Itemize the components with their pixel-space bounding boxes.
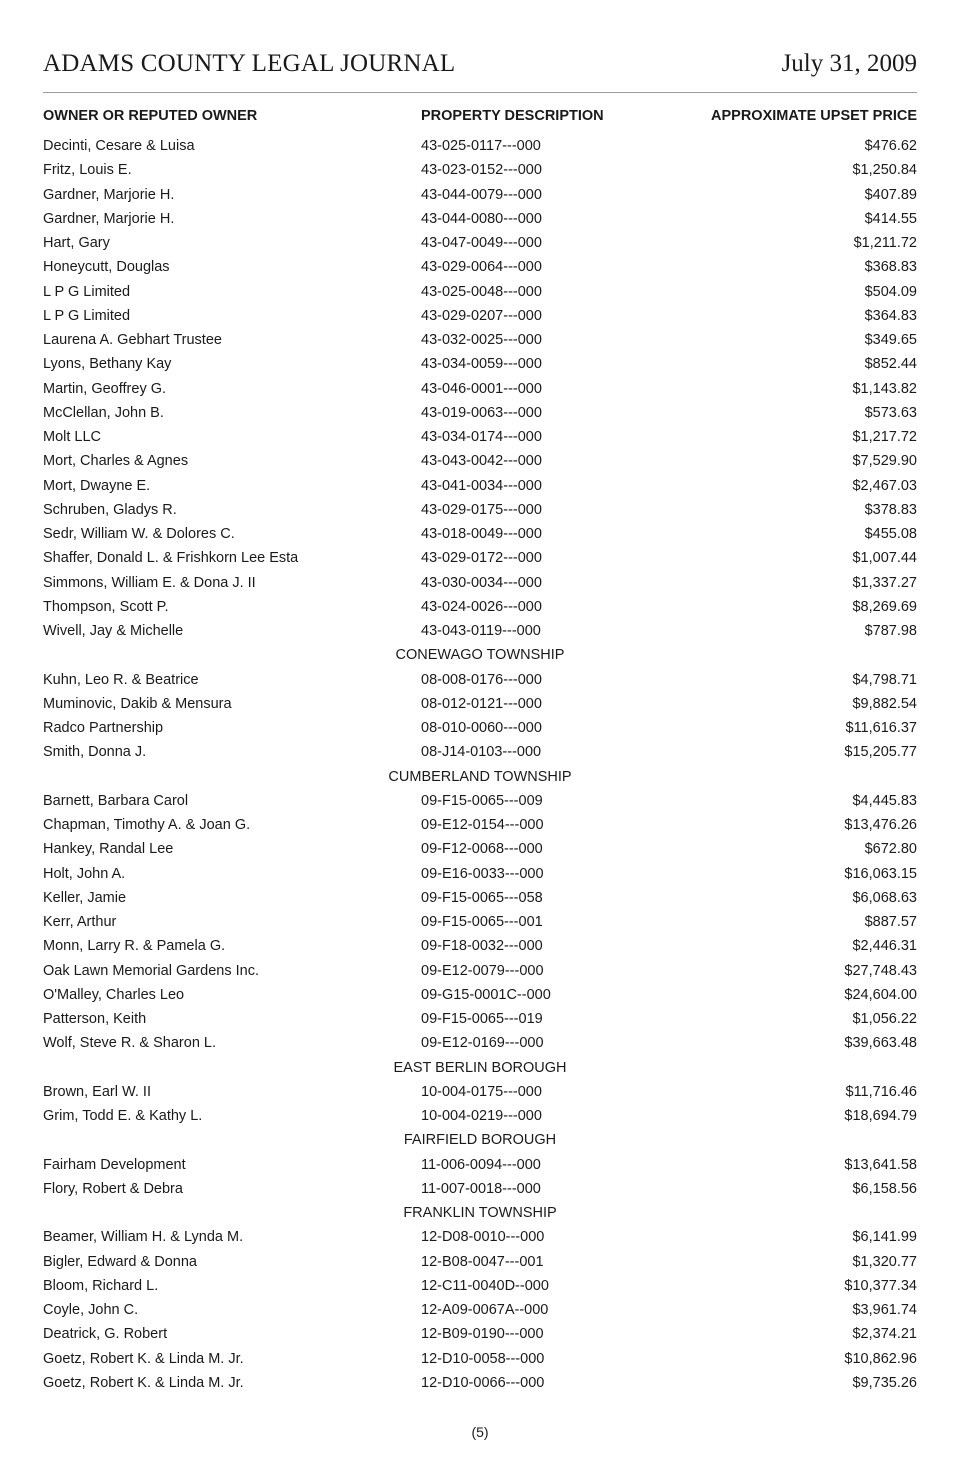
upset-price: $368.83	[864, 259, 917, 276]
table-row	[43, 1298, 917, 1322]
property-description: 43-023-0152---000	[421, 162, 542, 179]
table-row	[43, 280, 917, 304]
property-description: 43-024-0026---000	[421, 598, 542, 615]
owner-name: Deatrick, G. Robert	[43, 1326, 168, 1343]
upset-price: $6,141.99	[852, 1229, 917, 1246]
table-row	[43, 1153, 917, 1177]
property-description: 12-B08-0047---001	[421, 1253, 544, 1270]
table-row	[43, 983, 917, 1007]
table-row	[43, 498, 917, 522]
property-description: 12-C11-0040D--000	[421, 1277, 549, 1294]
upset-price: $1,007.44	[852, 550, 917, 567]
upset-price: $11,716.46	[845, 1083, 917, 1100]
property-description: 09-F15-0065---001	[421, 914, 543, 930]
table-row	[43, 1347, 917, 1371]
table-row	[43, 183, 917, 207]
property-description: 43-025-0048---000	[421, 283, 542, 300]
upset-price: $13,476.26	[844, 817, 917, 833]
property-description: 09-F18-0032---000	[421, 938, 543, 955]
table-row	[43, 886, 917, 910]
owner-name: Shaffer, Donald L. & Frishkorn Lee Esta	[43, 550, 299, 567]
table-row	[43, 789, 917, 813]
upset-price: $787.98	[864, 623, 917, 639]
upset-price: $4,445.83	[852, 792, 917, 809]
table-row	[43, 474, 917, 498]
owner-name: L P G Limited	[43, 283, 131, 300]
table-row	[43, 959, 917, 983]
upset-price: $8,269.69	[852, 598, 917, 615]
upset-price: $1,320.77	[852, 1253, 917, 1270]
table-row	[43, 619, 917, 643]
upset-price: $15,205.77	[844, 744, 917, 761]
upset-price: $414.55	[864, 210, 917, 227]
property-description: 09-F15-0065---058	[421, 889, 543, 906]
section-heading: CONEWAGO TOWNSHIP	[395, 647, 565, 664]
upset-price: $476.62	[864, 138, 917, 154]
table-row	[43, 1104, 917, 1128]
column-headers	[43, 108, 917, 128]
owner-name: Goetz, Robert K. & Linda M. Jr.	[43, 1374, 244, 1391]
upset-price: $7,529.90	[852, 453, 917, 470]
owner-name: Decinti, Cesare & Luisa	[43, 138, 195, 154]
owner-name: Patterson, Keith	[43, 1011, 147, 1027]
table-row	[43, 837, 917, 861]
page-number: (5)	[471, 1424, 489, 1440]
upset-price: $11,616.37	[845, 720, 917, 736]
owner-name: O'Malley, Charles Leo	[43, 986, 185, 1003]
owner-name: Kuhn, Leo R. & Beatrice	[43, 671, 199, 688]
table-row	[43, 1080, 917, 1104]
property-description: 43-032-0025---000	[421, 332, 542, 348]
table-row	[43, 1007, 917, 1031]
owner-name: Fritz, Louis E.	[43, 162, 132, 179]
property-description: 43-044-0079---000	[421, 186, 542, 203]
property-description: 12-A09-0067A--000	[421, 1302, 549, 1318]
property-description: 43-046-0001---000	[421, 380, 542, 397]
property-description: 08-J14-0103---000	[421, 744, 542, 761]
upset-price: $672.80	[864, 841, 917, 858]
upset-price: $16,063.15	[844, 865, 917, 882]
table-row	[43, 377, 917, 401]
table-row	[43, 1031, 917, 1055]
upset-price: $1,211.72	[853, 235, 917, 251]
property-description: 43-047-0049---000	[421, 235, 542, 251]
upset-price: $1,337.27	[852, 574, 917, 591]
owner-name: Sedr, William W. & Dolores C.	[43, 526, 235, 542]
upset-price: $9,735.26	[852, 1374, 917, 1391]
owner-column-header: OWNER OR REPUTED OWNER	[43, 108, 258, 124]
table-row	[43, 934, 917, 958]
upset-price: $27,748.43	[844, 962, 917, 979]
property-description: 43-029-0207---000	[421, 307, 542, 324]
owner-name: Lyons, Bethany Kay	[43, 356, 172, 373]
table-row	[43, 449, 917, 473]
property-description: 09-F15-0065---019	[421, 1011, 543, 1027]
upset-price: $349.65	[864, 332, 917, 348]
upset-price: $24,604.00	[844, 986, 917, 1003]
table-row	[43, 1225, 917, 1249]
property-description: 43-029-0172---000	[421, 550, 542, 567]
table-row	[43, 231, 917, 255]
section-heading: CUMBERLAND TOWNSHIP	[388, 768, 572, 785]
section-heading: FAIRFIELD BOROUGH	[403, 1132, 557, 1149]
upset-price: $455.08	[864, 526, 917, 542]
owner-name: Keller, Jamie	[43, 889, 127, 906]
owner-name: Wolf, Steve R. & Sharon L.	[43, 1035, 217, 1052]
section-heading: EAST BERLIN BOROUGH	[393, 1059, 567, 1076]
upset-price: $364.83	[864, 307, 917, 324]
upset-price: $6,158.56	[852, 1180, 917, 1197]
table-row	[43, 352, 917, 376]
property-description: 43-029-0064---000	[421, 259, 542, 276]
table-row	[43, 1322, 917, 1346]
owner-name: Wivell, Jay & Michelle	[43, 623, 184, 639]
upset-price: $13,641.58	[844, 1156, 917, 1173]
table-row	[43, 910, 917, 934]
owner-name: Bloom, Richard L.	[43, 1277, 159, 1294]
owner-name: Bigler, Edward & Donna	[43, 1253, 197, 1270]
owner-name: Thompson, Scott P.	[43, 598, 169, 615]
upset-price: $1,056.22	[852, 1011, 917, 1027]
owner-name: L P G Limited	[43, 307, 131, 324]
upset-price: $887.57	[864, 914, 917, 930]
owner-name: Oak Lawn Memorial Gardens Inc.	[43, 962, 259, 979]
property-description: 43-043-0042---000	[421, 453, 542, 470]
property-description: 09-E12-0079---000	[421, 962, 544, 979]
owner-name: Kerr, Arthur	[43, 914, 117, 930]
property-description: 43-034-0059---000	[421, 356, 542, 373]
upset-price: $9,882.54	[852, 695, 917, 712]
property-description: 09-E12-0154---000	[421, 817, 544, 833]
listing-table	[43, 134, 917, 1395]
table-row	[43, 328, 917, 352]
owner-name: Gardner, Marjorie H.	[43, 186, 175, 203]
property-description: 43-030-0034---000	[421, 574, 542, 591]
property-description: 12-B09-0190---000	[421, 1326, 544, 1343]
upset-price: $39,663.48	[844, 1035, 917, 1052]
header-divider	[43, 92, 917, 93]
property-description: 09-E16-0033---000	[421, 865, 544, 882]
upset-price: $2,446.31	[852, 938, 917, 955]
table-row	[43, 1250, 917, 1274]
owner-name: Chapman, Timothy A. & Joan G.	[43, 817, 251, 833]
property-description: 43-025-0117---000	[421, 138, 541, 154]
property-description: 43-043-0119---000	[421, 623, 541, 639]
owner-name: Martin, Geoffrey G.	[43, 380, 167, 397]
property-description: 43-041-0034---000	[421, 477, 542, 494]
table-row	[43, 740, 917, 764]
property-description: 43-044-0080---000	[421, 210, 542, 227]
journal-title: ADAMS COUNTY LEGAL JOURNAL	[43, 50, 456, 77]
upset-price: $3,961.74	[852, 1302, 917, 1318]
table-row	[43, 571, 917, 595]
price-column-header: APPROXIMATE UPSET PRICE	[711, 108, 917, 124]
table-row	[43, 692, 917, 716]
property-description: 09-G15-0001C--000	[421, 986, 551, 1003]
property-description: 09-F15-0065---009	[421, 792, 543, 809]
table-row	[43, 304, 917, 328]
owner-name: Mort, Dwayne E.	[43, 477, 151, 494]
section-heading: FRANKLIN TOWNSHIP	[403, 1205, 557, 1221]
property-description: 43-018-0049---000	[421, 526, 542, 542]
property-description: 11-006-0094---000	[421, 1156, 541, 1173]
table-row	[43, 862, 917, 886]
table-row	[43, 1274, 917, 1298]
upset-price: $378.83	[864, 501, 917, 518]
property-description: 09-E12-0169---000	[421, 1035, 544, 1052]
owner-name: Hankey, Randal Lee	[43, 841, 174, 858]
upset-price: $407.89	[864, 186, 917, 203]
owner-name: Goetz, Robert K. & Linda M. Jr.	[43, 1350, 244, 1367]
owner-name: Simmons, William E. & Dona J. II	[43, 574, 256, 591]
upset-price: $1,250.84	[852, 162, 917, 179]
table-row	[43, 668, 917, 692]
owner-name: Beamer, William H. & Lynda M.	[43, 1229, 244, 1246]
owner-name: Gardner, Marjorie H.	[43, 210, 175, 227]
table-row	[43, 255, 917, 279]
owner-name: Holt, John A.	[43, 865, 126, 882]
owner-name: McClellan, John B.	[43, 404, 164, 421]
upset-price: $852.44	[864, 356, 917, 373]
upset-price: $2,374.21	[852, 1326, 917, 1343]
upset-price: $6,068.63	[852, 889, 917, 906]
table-row	[43, 425, 917, 449]
owner-name: Flory, Robert & Debra	[43, 1180, 183, 1197]
owner-name: Barnett, Barbara Carol	[43, 792, 189, 809]
owner-name: Honeycutt, Douglas	[43, 259, 170, 276]
upset-price: $504.09	[864, 283, 917, 300]
property-description: 12-D10-0058---000	[421, 1350, 545, 1367]
upset-price: $1,143.82	[852, 380, 917, 397]
owner-name: Laurena A. Gebhart Trustee	[43, 332, 222, 348]
upset-price: $18,694.79	[844, 1108, 917, 1124]
property-description: 10-004-0175---000	[421, 1083, 542, 1100]
issue-date: July 31, 2009	[781, 50, 917, 77]
upset-price: $1,217.72	[852, 429, 917, 445]
owner-name: Radco Partnership	[43, 720, 164, 736]
owner-name: Coyle, John C.	[43, 1302, 139, 1318]
owner-name: Grim, Todd E. & Kathy L.	[43, 1108, 203, 1124]
table-row	[43, 546, 917, 570]
property-description: 43-019-0063---000	[421, 404, 542, 421]
property-description: 11-007-0018---000	[421, 1180, 541, 1197]
table-row	[43, 716, 917, 740]
upset-price: $10,862.96	[844, 1350, 917, 1367]
property-description: 08-012-0121---000	[421, 695, 542, 712]
owner-name: Brown, Earl W. II	[43, 1083, 151, 1100]
property-description: 08-010-0060---000	[421, 720, 542, 736]
table-row	[43, 595, 917, 619]
owner-name: Mort, Charles & Agnes	[43, 453, 189, 470]
upset-price: $4,798.71	[852, 671, 917, 688]
owner-name: Muminovic, Dakib & Mensura	[43, 695, 232, 712]
property-description: 43-029-0175---000	[421, 501, 542, 518]
table-row	[43, 401, 917, 425]
property-description: 09-F12-0068---000	[421, 841, 543, 858]
owner-name: Schruben, Gladys R.	[43, 501, 177, 518]
property-description: 12-D08-0010---000	[421, 1229, 545, 1246]
property-description: 08-008-0176---000	[421, 671, 542, 688]
upset-price: $2,467.03	[852, 477, 917, 494]
table-row	[43, 1371, 917, 1395]
owner-name: Smith, Donna J.	[43, 744, 147, 761]
table-row	[43, 207, 917, 231]
masthead	[43, 50, 917, 84]
table-row	[43, 1177, 917, 1201]
owner-name: Fairham Development	[43, 1156, 186, 1173]
table-row	[43, 158, 917, 182]
table-row	[43, 134, 917, 158]
owner-name: Monn, Larry R. & Pamela G.	[43, 938, 226, 955]
owner-name: Molt LLC	[43, 429, 102, 445]
owner-name: Hart, Gary	[43, 235, 110, 251]
upset-price: $10,377.34	[844, 1277, 917, 1294]
upset-price: $573.63	[864, 404, 917, 421]
property-column-header: PROPERTY DESCRIPTION	[421, 108, 604, 124]
property-description: 12-D10-0066---000	[421, 1374, 545, 1391]
table-row	[43, 522, 917, 546]
property-description: 10-004-0219---000	[421, 1108, 542, 1124]
table-row	[43, 813, 917, 837]
property-description: 43-034-0174---000	[421, 429, 542, 445]
